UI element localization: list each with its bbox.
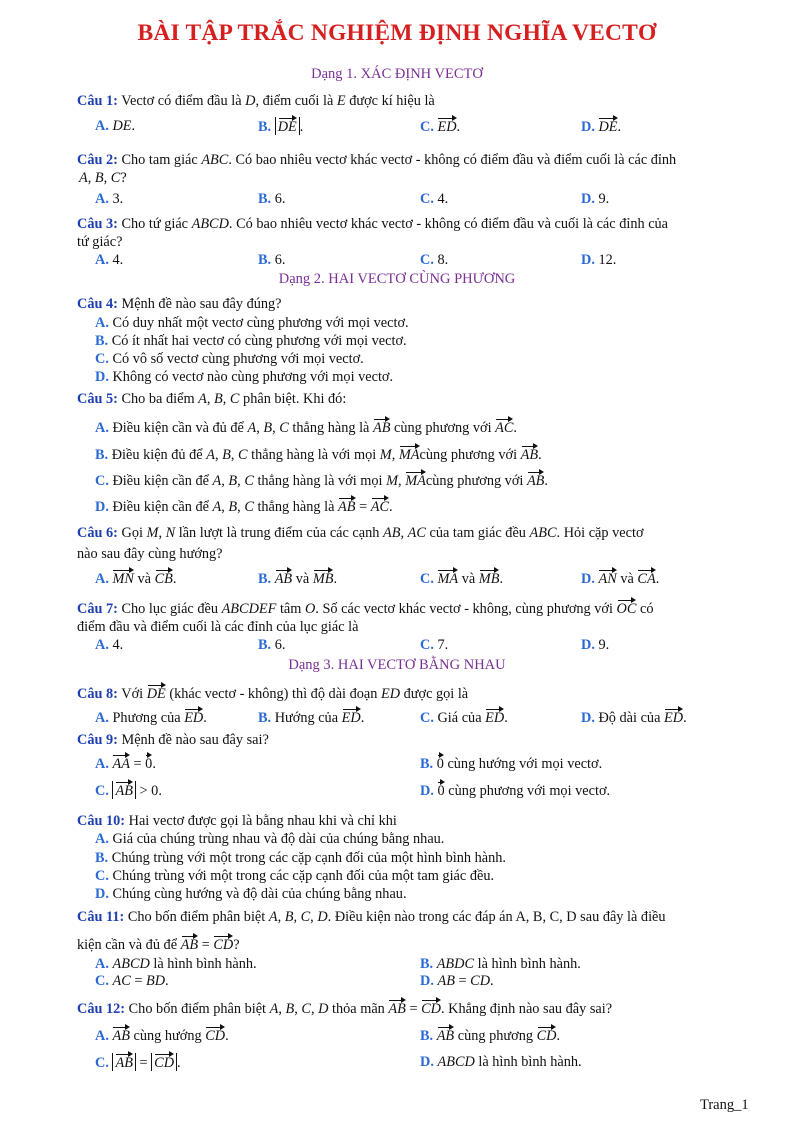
q9-option-a: A. AA = 0. (95, 756, 156, 772)
q11-option-d: D. AB = CD. (420, 973, 494, 989)
q1-option-b: B. DE . (258, 119, 304, 135)
q11-option-c: C. AC = BD. (95, 973, 169, 989)
q1-option-a: A. DE. (95, 118, 136, 134)
question-2: Câu 2: Cho tam giác ABC. Có bao nhiêu vectơ khác vectơ - không có điểm đầu và điểm cuối là các đỉnh (77, 152, 677, 168)
question-8: Câu 8: Với DE (khác vectơ - không) thì độ dài đoạn ED được gọi là (77, 686, 469, 702)
q7-option-b: B. 6. (258, 637, 286, 653)
page-number: Trang_1 (700, 1097, 749, 1113)
q8-option-d: D. Độ dài của ED. (581, 710, 687, 726)
q7-option-d: D. 9. (581, 637, 610, 653)
q10-option-a: A. Giá của chúng trùng nhau và độ dài của chúng bằng nhau. (95, 831, 445, 847)
q7-option-c: C. 7. (420, 637, 449, 653)
document-title: BÀI TẬP TRẮC NGHIỆM ĐỊNH NGHĨA VECTƠ (137, 20, 657, 46)
question-12: Câu 12: Cho bốn điểm phân biệt A, B, C, D thỏa mãn AB = CD. Khẳng định nào sau đây sai? (77, 1001, 613, 1017)
q4-option-b: B. Có ít nhất hai vectơ có cùng phương với mọi vectơ. (95, 333, 407, 349)
question-7-cont: điểm đầu và điểm cuối là các đỉnh của lục giác là (77, 619, 359, 635)
q8-option-a: A. Phương của ED. (95, 710, 207, 726)
question-3: Câu 3: Cho tứ giác ABCD. Có bao nhiêu vectơ khác vectơ - không có điểm đầu và cuối là các đỉnh của (77, 216, 669, 232)
q3-option-d: D. 12. (581, 252, 617, 268)
q7-option-a: A. 4. (95, 637, 124, 653)
question-11-cont: kiện cần và đủ để AB = CD? (77, 937, 240, 953)
q10-option-b: B. Chúng trùng với một trong các cặp cạnh đối của một hình bình hành. (95, 850, 506, 866)
q1-option-c: C. ED. (420, 119, 461, 135)
q6-option-b: B. AB và MB. (258, 571, 338, 587)
q3-option-a: A. 4. (95, 252, 124, 268)
question-1: Câu 1: Vectơ có điểm đầu là D, điểm cuối là E được kí hiệu là (77, 93, 435, 109)
q4-option-d: D. Không có vectơ nào cùng phương với mọi vectơ. (95, 369, 394, 385)
q8-option-c: C. Giá của ED. (420, 710, 508, 726)
q11-option-a: A. ABCD là hình bình hành. (95, 956, 257, 972)
q3-option-b: B. 6. (258, 252, 286, 268)
q12-option-c: C. AB = CD . (95, 1055, 181, 1071)
q2-option-c: C. 4. (420, 191, 449, 207)
q2-option-d: D. 9. (581, 191, 610, 207)
q5-option-a: A. Điều kiện cần và đủ để A, B, C thẳng hàng là AB cùng phương với AC. (95, 420, 517, 436)
section-2-heading: Dạng 2. HAI VECTƠ CÙNG PHƯƠNG (278, 271, 516, 287)
q9-option-d: D. 0 cùng phương với mọi vectơ. (420, 783, 611, 799)
section-3-heading: Dạng 3. HAI VECTƠ BẰNG NHAU (288, 657, 506, 673)
q10-option-c: C. Chúng trùng với một trong các cặp cạnh đối của một tam giác đều. (95, 868, 495, 884)
q12-option-a: A. AB cùng hướng CD. (95, 1028, 229, 1044)
q6-option-d: D. AN và CA. (581, 571, 660, 587)
q9-option-c: C. AB > 0. (95, 783, 162, 799)
q5-option-d: D. Điều kiện cần để A, B, C thẳng hàng là AB = AC. (95, 499, 393, 515)
q5-option-c: C. Điều kiện cần để A, B, C thẳng hàng là với mọi M, MAcùng phương với AB. (95, 473, 548, 489)
question-4: Câu 4: Mệnh đề nào sau đây đúng? (77, 296, 282, 312)
q12-option-b: B. AB cùng phương CD. (420, 1028, 561, 1044)
question-3-cont: tứ giác? (77, 234, 123, 250)
question-11: Câu 11: Cho bốn điểm phân biệt A, B, C, D. Điều kiện nào trong các đáp án A, B, C, D sau đây là điều (77, 909, 666, 925)
q1-option-d: D. DE. (581, 119, 622, 135)
q6-option-c: C. MA và MB. (420, 571, 504, 587)
q12-option-d: D. ABCD là hình bình hành. (420, 1054, 582, 1070)
question-10: Câu 10: Hai vectơ được gọi là bằng nhau khi và chỉ khi (77, 813, 397, 829)
q10-option-d: D. Chúng cùng hướng và độ dài của chúng bằng nhau. (95, 886, 407, 902)
q3-option-c: C. 8. (420, 252, 449, 268)
q2-option-b: B. 6. (258, 191, 286, 207)
question-9: Câu 9: Mệnh đề nào sau đây sai? (77, 732, 269, 748)
question-7: Câu 7: Cho lục giác đều ABCDEF tâm O. Số các vectơ khác vectơ - không, cùng phương với OC có (77, 601, 654, 617)
question-5: Câu 5: Cho ba điểm A, B, C phân biệt. Khi đó: (77, 391, 347, 407)
q5-option-b: B. Điều kiện đủ để A, B, C thẳng hàng là với mọi M, MAcùng phương với AB. (95, 447, 542, 463)
q9-option-b: B. 0 cùng hướng với mọi vectơ. (420, 756, 603, 772)
section-1-heading: Dạng 1. XÁC ĐỊNH VECTƠ (311, 66, 483, 82)
q4-option-a: A. Có duy nhất một vectơ cùng phương với mọi vectơ. (95, 315, 409, 331)
q6-option-a: A. MN và CB. (95, 571, 177, 587)
q2-option-a: A. 3. (95, 191, 124, 207)
question-2-cont: A, B, C? (79, 170, 127, 186)
question-6: Câu 6: Gọi M, N lần lượt là trung điểm của các cạnh AB, AC của tam giác đều ABC. Hỏi cặp vectơ (77, 525, 644, 541)
q11-option-b: B. ABDC là hình bình hành. (420, 956, 581, 972)
question-6-cont: nào sau đây cùng hướng? (77, 546, 223, 562)
q8-option-b: B. Hướng của ED. (258, 710, 365, 726)
q4-option-c: C. Có vô số vectơ cùng phương với mọi vectơ. (95, 351, 364, 367)
